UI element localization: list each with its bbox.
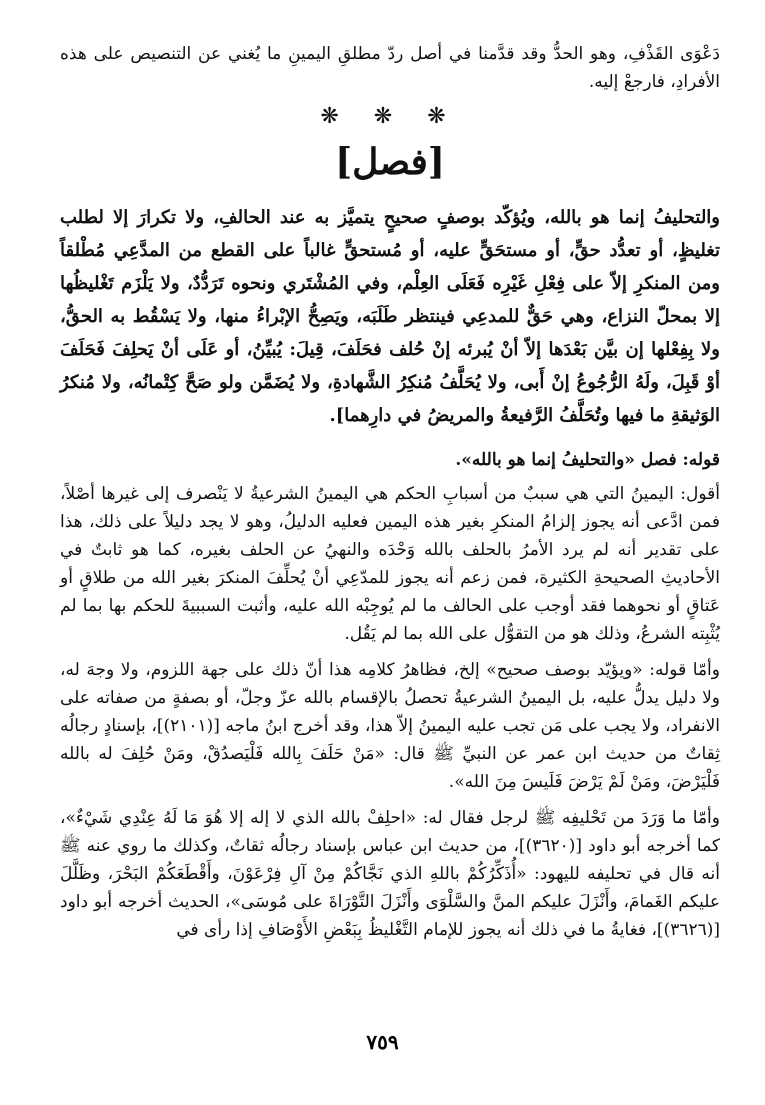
matn-text: والتحليفُ إنما هو بالله، ويُؤكّد بوصفٍ صحيحٍ يتميَّز به عند الحالفِ، ولا تكرارَ إلا لطلب تغليظٍ، أو تعدُّد حقٍّ، أو مستحَقٍّ عليه، أو مُستحقٍّ غالباً على القطع من المدَّعِي مُطْلقاً ومن المنكرِ إلاّ على فِعْلِ غَيْرِه فَعَلَى العِلْم، وفي المُشْتَري ونحوه تَرَدُّدٌ، ولا يَلْزَم تَغْليظُها إلا بمحلّ النزاع، وهي حَقٌّ للمدعِي فينتظر طَلَبَه، ويَصِحُّ الإبْراءُ منها، ولا يَسْقُط به الحقُّ، ولا بِفِعْلها إن بيَّن بَعْدَها إلاّ أنْ يُبرئه إنْ حُلف فحَلَفَ، قِيلَ: يُبيِّنُ، أو عَلَى أنْ يَحلِفَ فَحَلَفَ أوْ قَبِلَ، ولَهُ الرُّجُوعُ إنْ أَبى، ولا يُحَلَّفُ مُنكِرُ الشَّهادةِ، ولا يُضَمَّن ولو صَحَّ كِتْمانُه، ولا مُنكرُ الوَثيقةِ ما فيها وتُحَلَّفُ الرَّفيعةُ والمريضُ في دارِهما]. [60, 207, 720, 426]
matn-block [60, 201, 720, 432]
wa-amma-paragraph: وأمّا قوله: «ويؤيّد بوصف صحيح» إلخ، فظاهرُ كلامِه هذا أنّ ذلك على جهة اللزوم، ولا وجهَ له، ولا دليل يدلُّ عليه، بل اليمينُ الشرعيةُ تحصلُ بالإقسام بالله عزّ وجلّ، أو بصفةٍ من صفاته على الانفراد، ولا يجب على مَن تجب عليه اليمينُ إلاّ هذا، وقد أخرج ابنُ ماجه [(٢١٠١)]، بإسنادٍ رجالُه ثِقاتٌ من حديث ابن عمر عن النبيِّ ﷺ قال: «مَنْ حَلَفَ بِالله فَلْيَصدُقْ، ومَنْ حُلِفَ له بالله فَلْيَرْضَ، ومَنْ لَمْ يَرْضَ فَلَيسَ مِنَ الله». [60, 660, 720, 792]
qawl-heading: قوله: فصل «والتحليفُ إنما هو بالله». [455, 450, 720, 470]
intro-paragraph: دَعْوَى القَذْفِ، وهو الحدُّ وقد قدَّمنا في أصل ردّ مطلقِ اليمينِ ما يُغني عن التنصيص على هذه الأفرادِ، فارجعْ إليه. [60, 44, 720, 92]
page-body [60, 40, 720, 952]
aqul-paragraph: أقول: اليمينُ التي هي سببٌ من أسبابِ الحكم هي اليمينُ الشرعيةُ لا يَنْصرف إلى غيرها أصْلاً، فمن ادَّعى أنه يجوز إلزامُ المنكرِ بغير هذه اليمين فعليه الدليلُ، وهو لا يجد دليلاً على ذلك، هذا على تقدير أنه لم يرد الأمرُ بالحلف بالله وَحْدَه والنهيُ عن الحلف بغيره، كما هو ثابتٌ في الأحاديثِ الصحيحةِ الكثيرة، فمن زعم أنه يجوز للمدّعِي أنْ يُحلِّفَ المنكرَ بغير الله من طلاقٍ أو عَتاقٍ أو نحوهما فقد أوجب على الحالف ما لم يُوجِبْه الله عليه، وأثبت السببيةَ للحكم بها بما لم يُثْبِته الشرعُ، وذلك هو من التقوُّل على الله بما لم يَقُل. [60, 484, 720, 644]
tahlif-paragraph: وأمّا ما وَرَدَ من تَحْليفِه ﷺ لرجل فقال له: «احلِفْ بالله الذي لا إله إلا هُوَ مَا لَهُ عِنْدِي شَيْءٌ»، كما أخرجه أبو داود [(٣٦٢٠)]، من حديث ابن عباس بإسناد رجالُه ثقاتٌ، وكذلك ما روي عنه ﷺ أنه قال في تحليفه لليهود: «أُذَكِّرُكُمْ باللهِ الذي نَجَّاكُمْ مِنْ آلِ فِرْعَوْنَ، وأَقْطَعَكُمْ البَحْرَ، وظَلَّلَ عليكم الغَمامَ، وأَنْزَلَ عليكم المنَّ والسَّلْوَى وأَنْزَلَ التَّوْرَاةَ على مُوسَى»، الحديث أخرجه أبو داود [(٣٦٢٦)]، فغايةُ ما في ذلك أنه يجوز للإمام التَّغْليظُ بِبَعْضِ الأَوْصَافِ إذا رأى في [60, 808, 720, 940]
page-number: ٧٥٩ [366, 1030, 399, 1054]
section-divider: ❋ ❋ ❋ [320, 104, 460, 129]
section-title: [فصل] [335, 141, 445, 183]
